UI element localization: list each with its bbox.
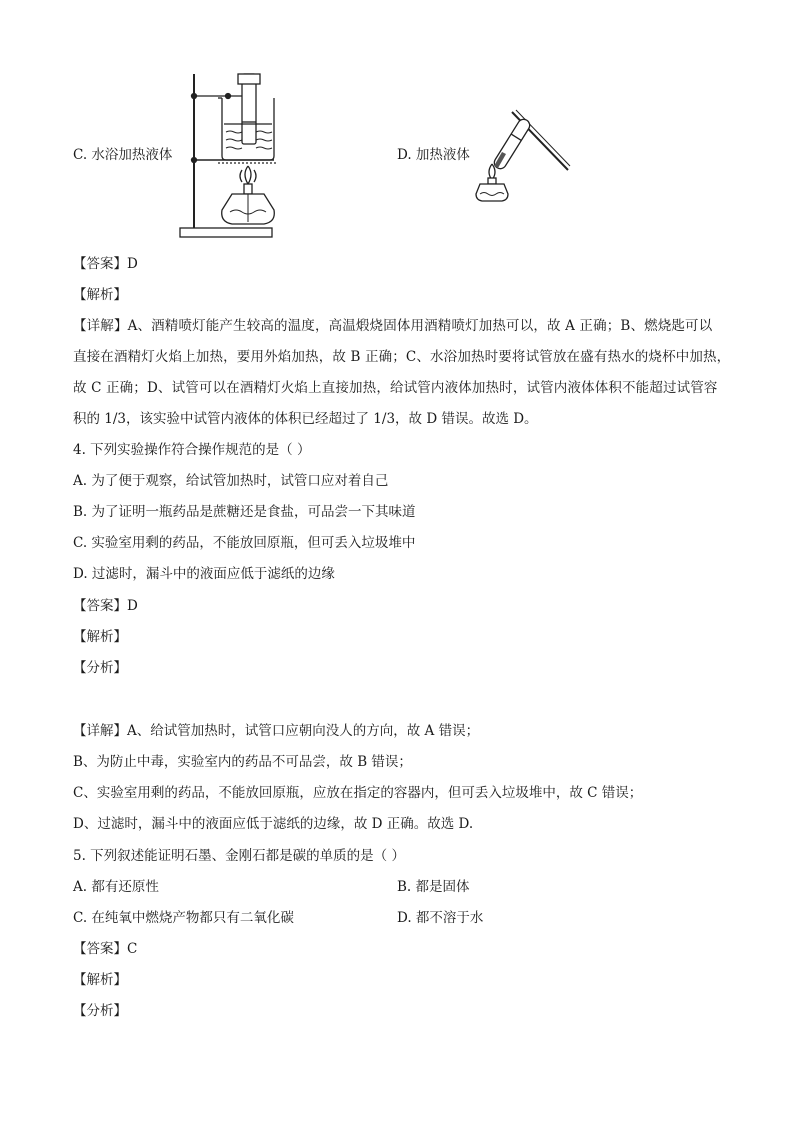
q3-option-c-label: C. 水浴加热液体 <box>73 147 173 163</box>
q5-option-c: C. 在纯氧中燃烧产物都只有二氧化碳 <box>73 910 294 926</box>
q3-analysis: 【解析】 <box>73 287 127 303</box>
q4-fenxi: 【分析】 <box>73 660 127 676</box>
q3-detail-line-3: 故 C 正确；D、试管可以在酒精灯火焰上直接加热，给试管内液体加热时，试管内液体体积不能超过试管容 <box>73 380 718 396</box>
q5-answer: 【答案】C <box>73 941 138 957</box>
q4-option-d: D. 过滤时，漏斗中的液面应低于滤纸的边缘 <box>73 566 335 582</box>
q5-analysis: 【解析】 <box>73 972 127 988</box>
water-bath-apparatus-icon <box>178 70 278 242</box>
q4-answer: 【答案】D <box>73 598 138 614</box>
q5-fenxi: 【分析】 <box>73 1003 127 1019</box>
q4-detail-line-2: B、为防止中毒，实验室内的药品不可品尝，故 B 错误； <box>73 754 412 770</box>
q4-analysis: 【解析】 <box>73 629 127 645</box>
q3-detail-line-4: 积的 1/3，该实验中试管内液体的体积已经超过了 1/3，故 D 错误。故选 D。 <box>73 411 538 427</box>
q4-stem: 4. 下列实验操作符合操作规范的是（ ） <box>73 442 311 458</box>
q3-detail-line-1: 【详解】A、酒精喷灯能产生较高的温度，高温煅烧固体用酒精喷灯加热可以，故 A 正确；B、燃烧匙可以 <box>73 318 713 334</box>
q4-option-a: A. 为了便于观察，给试管加热时，试管口应对着自己 <box>73 473 389 489</box>
q4-option-c: C. 实验室用剩的药品，不能放回原瓶，但可丢入垃圾堆中 <box>73 535 416 551</box>
q4-detail-line-4: D、过滤时，漏斗中的液面应低于滤纸的边缘，故 D 正确。故选 D. <box>73 816 474 832</box>
q3-answer: 【答案】D <box>73 256 138 272</box>
q4-detail-line-1: 【详解】A、给试管加热时，试管口应朝向没人的方向，故 A 错误； <box>73 723 480 739</box>
q4-detail-line-3: C、实验室用剩的药品，不能放回原瓶，应放在指定的容器内，但可丢入垃圾堆中，故 C 错误； <box>73 785 643 801</box>
test-tube-heating-apparatus-icon <box>472 104 572 204</box>
q5-stem: 5. 下列叙述能证明石墨、金刚石都是碳的单质的是（ ） <box>73 848 405 864</box>
q5-option-a: A. 都有还原性 <box>73 879 159 895</box>
q3-option-d-label: D. 加热液体 <box>397 147 470 163</box>
q5-option-b: B. 都是固体 <box>397 879 470 895</box>
q3-detail-line-2: 直接在酒精灯火焰上加热，要用外焰加热，故 B 正确；C、水浴加热时要将试管放在盛有热水的烧杯中加热， <box>73 349 731 365</box>
q5-option-d: D. 都不溶于水 <box>397 910 484 926</box>
q4-option-b: B. 为了证明一瓶药品是蔗糖还是食盐，可品尝一下其味道 <box>73 504 416 520</box>
